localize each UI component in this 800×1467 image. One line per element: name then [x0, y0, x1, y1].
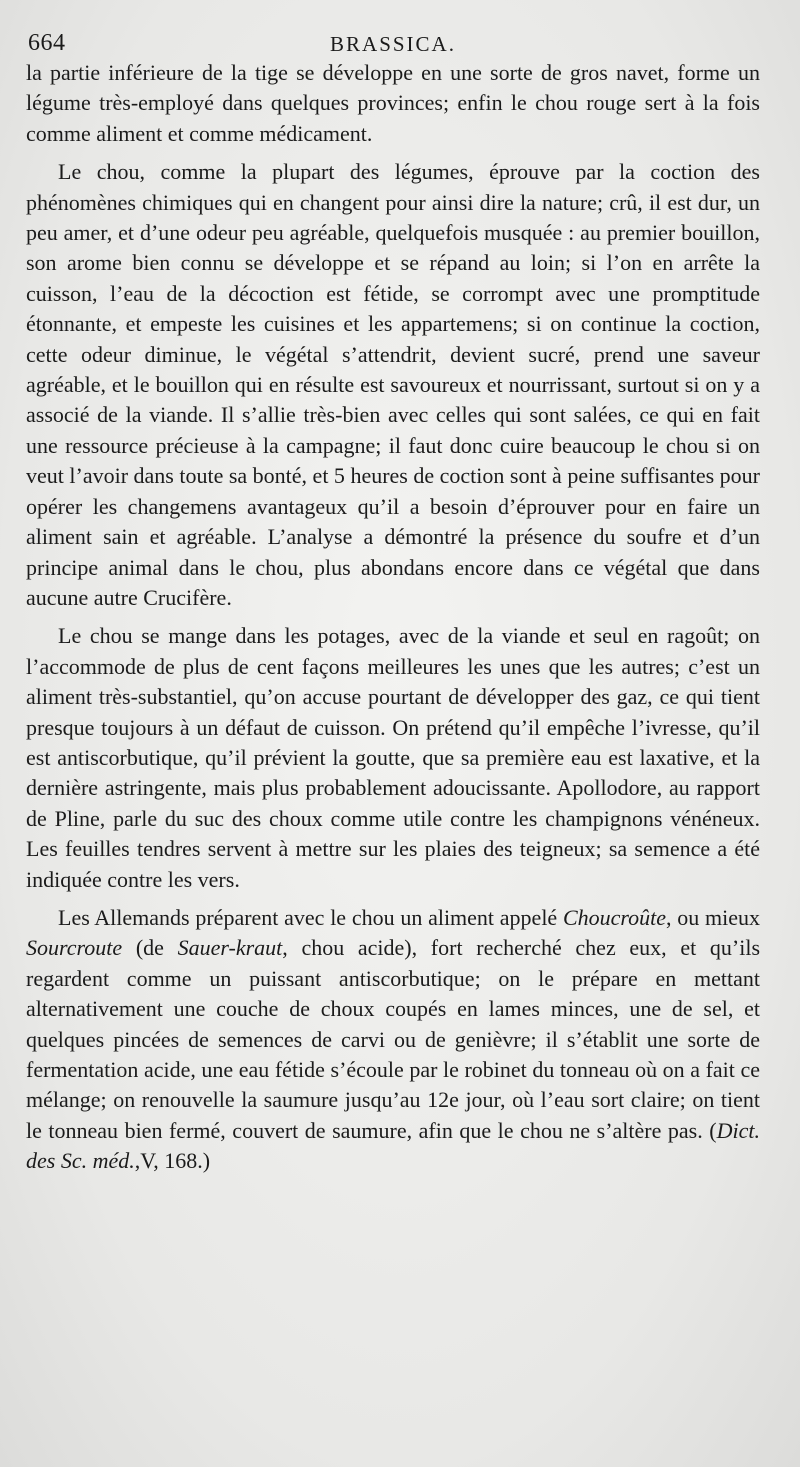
text-run: Le chou, comme la plupart des légumes, éprouve par la coction des phénomènes chimiques qui en changent pour ainsi dire la nature; crû, il est dur, un peu amer, et d’une odeur peu agréable, quelquefois musquée : au premier bouillon, son arome bien connu se développe et se répand au loin; si l’on en arrête la cuisson, l’eau de la décoction est fétide, se corrompt avec une promptitude étonnante, et empeste les cuisines et les appartemens; si on continue la coction, cette odeur diminue, le végétal s’attendrit, devient sucré, prend une saveur agréable, et le bouillon qui en résulte est savoureux et nourrissant, surtout si on y a associé de la viande. Il s’allie très-bien avec celles qui sont salées, ce qui en fait une ressource précieuse à la campagne; il faut donc cuire beaucoup le chou si on veut l’avoir dans toute sa bonté, et 5 heures de coction sont à peine suffisantes pour opérer les changemens avantageux qu’il a besoin d’éprouver pour en faire un aliment sain et agréable. L’analyse a démontré la présence du soufre et d’un principe animal dans le chou, plus abondans encore dans ce végétal que dans aucune autre Crucifère. — [26, 159, 760, 610]
page-header — [26, 22, 760, 58]
text-run: Le chou se mange dans les potages, avec de la viande et seul en ragoût; on l’accommode de plus de cent façons meilleures les unes que les autres; c’est un aliment très-substantiel, qu’on accuse pourtant de développer des gaz, ce qui tient presque toujours à un défaut de cuisson. On prétend qu’il empêche l’ivresse, qu’il est antiscorbutique, qu’il prévient la goutte, que sa première eau est laxative, et la dernière astringente, mais plus probablement adoucissante. Apollodore, au rapport de Pline, parle du suc des choux comme utile contre les champignons vénéneux. Les feuilles tendres servent à mettre sur les plaies des teigneux; sa semence a été indiquée contre les vers. — [26, 623, 760, 892]
paragraph-2 — [26, 157, 760, 613]
citation-reference: ,V, 168.) — [134, 1148, 211, 1174]
citation-title: Dict. des Sc. méd. — [26, 1117, 760, 1174]
text-run: la partie inférieure de la tige se développe en une sorte de gros navet, forme un légume très-employé dans quelques provinces; enfin le chou rouge sert à la fois comme aliment et comme médicament. — [26, 60, 760, 146]
italic-term-sauer-kraut: Sauer-kraut — [177, 935, 283, 961]
italic-term-sourcroute: Sourcroute — [26, 935, 123, 961]
body-text — [26, 58, 760, 1177]
text-run: Les Allemands préparent avec le chou un aliment appelé — [58, 904, 563, 930]
paragraph-4 — [26, 903, 760, 1177]
text-run: (de — [122, 935, 178, 961]
italic-term-choucroute: Choucroûte — [562, 904, 667, 930]
paragraph-3 — [26, 621, 760, 895]
page-number: 664 — [28, 30, 66, 56]
text-run: , ou mieux — [666, 904, 760, 930]
paragraph-1 — [26, 58, 760, 149]
running-head: BRASSICA. — [330, 32, 456, 56]
text-run: , chou acide), fort recherché chez eux, et qu’ils regardent comme un puissant antiscorbutique; on le prépare en mettant alternativement une couche de choux coupés en lames minces, une de sel, et quelques pincées de semences de carvi ou de genièvre; il s’établit une sorte de fermentation acide, une eau fétide s’écoule par le robinet du tonneau où on a fait ce mélange; on renouvelle la saumure jusqu’au 12e jour, où l’eau sort claire; on tient le tonneau bien fermé, couvert de saumure, afin que le chou ne s’altère pas. ( — [26, 935, 761, 1143]
